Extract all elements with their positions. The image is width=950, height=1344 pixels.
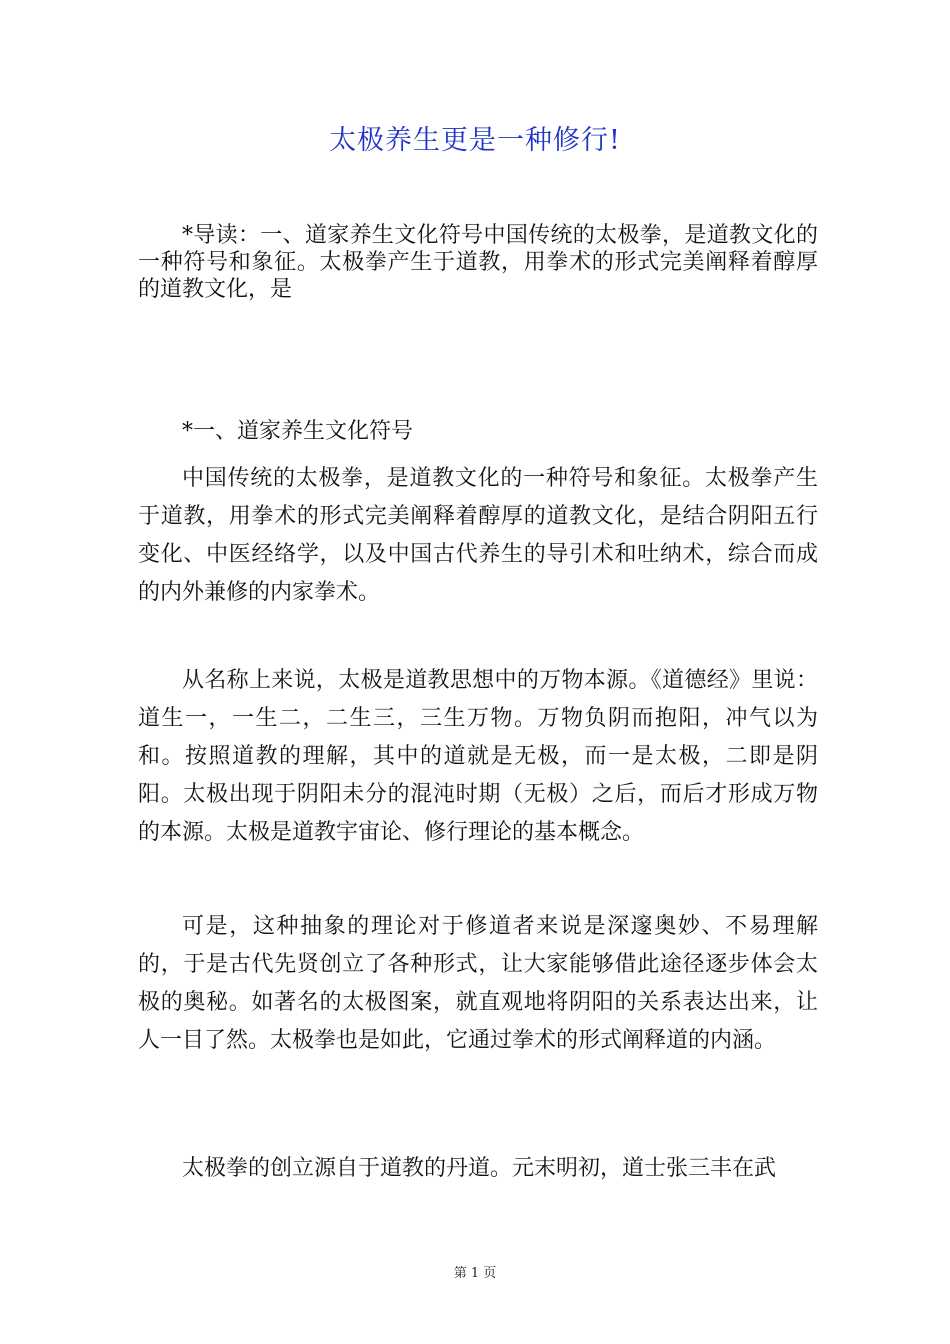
- section-heading: *一、道家养生文化符号: [182, 419, 414, 444]
- body-paragraph: 从名称上来说，太极是道教思想中的万物本源。《道德经》里说：道生一，一生二，二生三，三生万物。万物负阴而抱阳，冲气以为和。按照道教的理解，其中的道就是无极，而一是太极，二即是阴阳。太极出现于阴阳未分的混沌时期（无极）之后，而后才形成万物的本源。太极是道教宇宙论、修行理论的基本概念。: [138, 668, 818, 845]
- body-paragraph: 可是，这种抽象的理论对于修道者来说是深邃奥妙、不易理解的，于是古代先贤创立了各种形式，让大家能够借此途径逐步体会太极的奥秘。如著名的太极图案，就直观地将阴阳的关系表达出来，让人一目了然。太极拳也是如此，它通过拳术的形式阐释道的内涵。: [138, 914, 818, 1053]
- page-number: 第 1 页: [453, 1266, 497, 1281]
- document-title: 太极养生更是一种修行!: [329, 125, 621, 156]
- body-paragraph: 太极拳的创立源自于道教的丹道。元末明初，道士张三丰在武: [182, 1156, 777, 1181]
- body-paragraph: 中国传统的太极拳，是道教文化的一种符号和象征。太极拳产生于道教，用拳术的形式完美阐释着醇厚的道教文化，是结合阴阳五行变化、中医经络学，以及中国古代养生的导引术和吐纳术，综合而成的内外兼修的内家拳术。: [138, 466, 818, 605]
- lead-paragraph: *导读：一、道家养生文化符号中国传统的太极拳，是道教文化的一种符号和象征。太极拳产生于道教，用拳术的形式完美阐释着醇厚的道教文化，是: [138, 223, 818, 302]
